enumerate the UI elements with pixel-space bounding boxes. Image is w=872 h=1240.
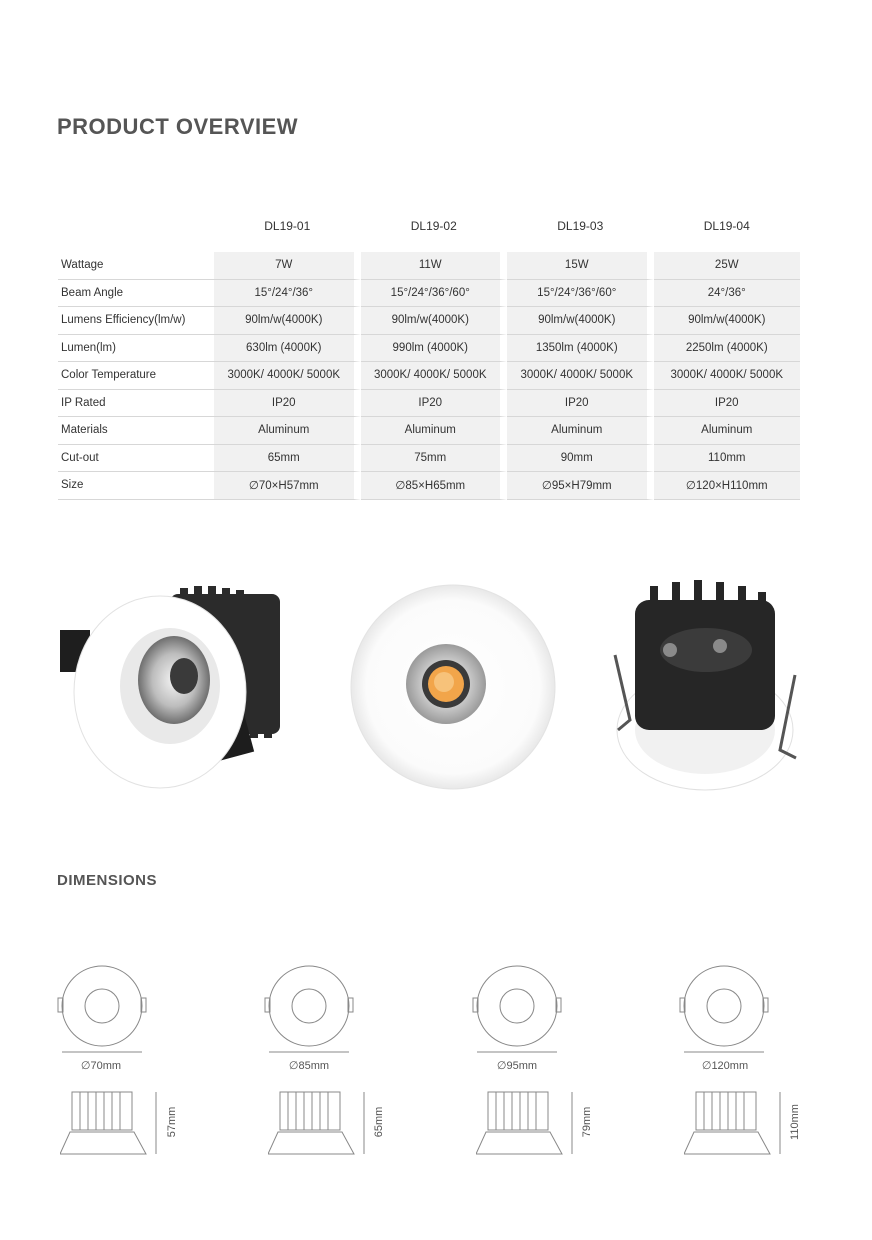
dimension-top-view-3 bbox=[470, 962, 566, 1058]
table-cell: 3000K/ 4000K/ 5000K bbox=[654, 362, 801, 390]
row-label: Lumens Efficiency(lm/w) bbox=[58, 307, 214, 335]
table-row bbox=[58, 362, 800, 390]
row-label: Beam Angle bbox=[58, 280, 214, 308]
table-cell: Aluminum bbox=[214, 417, 361, 445]
table-cell: ∅120×H110mm bbox=[654, 472, 801, 500]
row-label: Size bbox=[58, 472, 214, 500]
table-cell: Aluminum bbox=[361, 417, 508, 445]
row-label: Lumen(lm) bbox=[58, 335, 214, 363]
table-cell: 990lm (4000K) bbox=[361, 335, 508, 363]
table-cell: ∅95×H79mm bbox=[507, 472, 654, 500]
table-cell: 110mm bbox=[654, 445, 801, 473]
row-label: Cut-out bbox=[58, 445, 214, 473]
table-cell: IP20 bbox=[654, 390, 801, 418]
height-label: 65mm bbox=[373, 1106, 385, 1138]
product-photo-side-view bbox=[52, 580, 302, 795]
dimension-side-view-4 bbox=[684, 1088, 794, 1160]
row-label: IP Rated bbox=[58, 390, 214, 418]
height-label: 110mm bbox=[789, 1104, 801, 1140]
table-row bbox=[58, 390, 800, 418]
table-cell: ∅70×H57mm bbox=[214, 472, 361, 500]
model-header: DL19-04 bbox=[703, 219, 750, 233]
table-row bbox=[58, 472, 800, 500]
table-cell: 1350lm (4000K) bbox=[507, 335, 654, 363]
table-row bbox=[58, 252, 800, 280]
table-row bbox=[58, 335, 800, 363]
diameter-label: ∅85mm bbox=[288, 1060, 330, 1072]
table-cell: 2250lm (4000K) bbox=[654, 335, 801, 363]
table-cell: Aluminum bbox=[507, 417, 654, 445]
table-cell: 15°/24°/36°/60° bbox=[361, 280, 508, 308]
dimension-top-view-2 bbox=[262, 962, 358, 1058]
table-row bbox=[58, 445, 800, 473]
table-cell: 90lm/w(4000K) bbox=[507, 307, 654, 335]
table-cell: IP20 bbox=[361, 390, 508, 418]
dimension-side-view-1 bbox=[60, 1088, 170, 1160]
page-title: PRODUCT OVERVIEW bbox=[57, 114, 299, 139]
table-cell: 15W bbox=[507, 252, 654, 280]
table-row bbox=[58, 280, 800, 308]
table-cell: Aluminum bbox=[654, 417, 801, 445]
table-cell: IP20 bbox=[507, 390, 654, 418]
table-cell: 630lm (4000K) bbox=[214, 335, 361, 363]
diameter-label: ∅95mm bbox=[496, 1060, 538, 1072]
diameter-label: ∅70mm bbox=[80, 1060, 122, 1072]
table-cell: 15°/24°/36° bbox=[214, 280, 361, 308]
spec-table bbox=[58, 200, 800, 500]
table-cell: 25W bbox=[654, 252, 801, 280]
model-header: DL19-01 bbox=[264, 219, 311, 233]
table-row bbox=[58, 307, 800, 335]
table-cell: 11W bbox=[361, 252, 508, 280]
dimensions-title: DIMENSIONS bbox=[57, 872, 158, 889]
header-empty-cell bbox=[58, 200, 214, 252]
dimension-side-view-2 bbox=[268, 1088, 378, 1160]
dimension-side-view-3 bbox=[476, 1088, 586, 1160]
table-cell: 75mm bbox=[361, 445, 508, 473]
row-label: Materials bbox=[58, 417, 214, 445]
table-cell: IP20 bbox=[214, 390, 361, 418]
table-cell: 90lm/w(4000K) bbox=[361, 307, 508, 335]
table-cell: ∅85×H65mm bbox=[361, 472, 508, 500]
table-cell: 90mm bbox=[507, 445, 654, 473]
table-cell: 7W bbox=[214, 252, 361, 280]
table-cell: 3000K/ 4000K/ 5000K bbox=[507, 362, 654, 390]
table-cell: 90lm/w(4000K) bbox=[654, 307, 801, 335]
table-cell: 24°/36° bbox=[654, 280, 801, 308]
table-cell: 15°/24°/36°/60° bbox=[507, 280, 654, 308]
model-header: DL19-03 bbox=[557, 219, 604, 233]
height-label: 57mm bbox=[166, 1106, 178, 1138]
dimension-top-view-1 bbox=[55, 962, 151, 1058]
product-photo-back-view bbox=[610, 580, 810, 795]
row-label: Wattage bbox=[58, 252, 214, 280]
table-cell: 3000K/ 4000K/ 5000K bbox=[361, 362, 508, 390]
table-cell: 90lm/w(4000K) bbox=[214, 307, 361, 335]
model-header: DL19-02 bbox=[410, 219, 457, 233]
dimension-top-view-4 bbox=[677, 962, 773, 1058]
height-label: 79mm bbox=[581, 1106, 593, 1138]
product-photo-front-view bbox=[350, 584, 556, 790]
table-header-row bbox=[58, 200, 800, 252]
table-row bbox=[58, 417, 800, 445]
row-label: Color Temperature bbox=[58, 362, 214, 390]
diameter-label: ∅120mm bbox=[701, 1060, 749, 1072]
table-cell: 3000K/ 4000K/ 5000K bbox=[214, 362, 361, 390]
table-cell: 65mm bbox=[214, 445, 361, 473]
